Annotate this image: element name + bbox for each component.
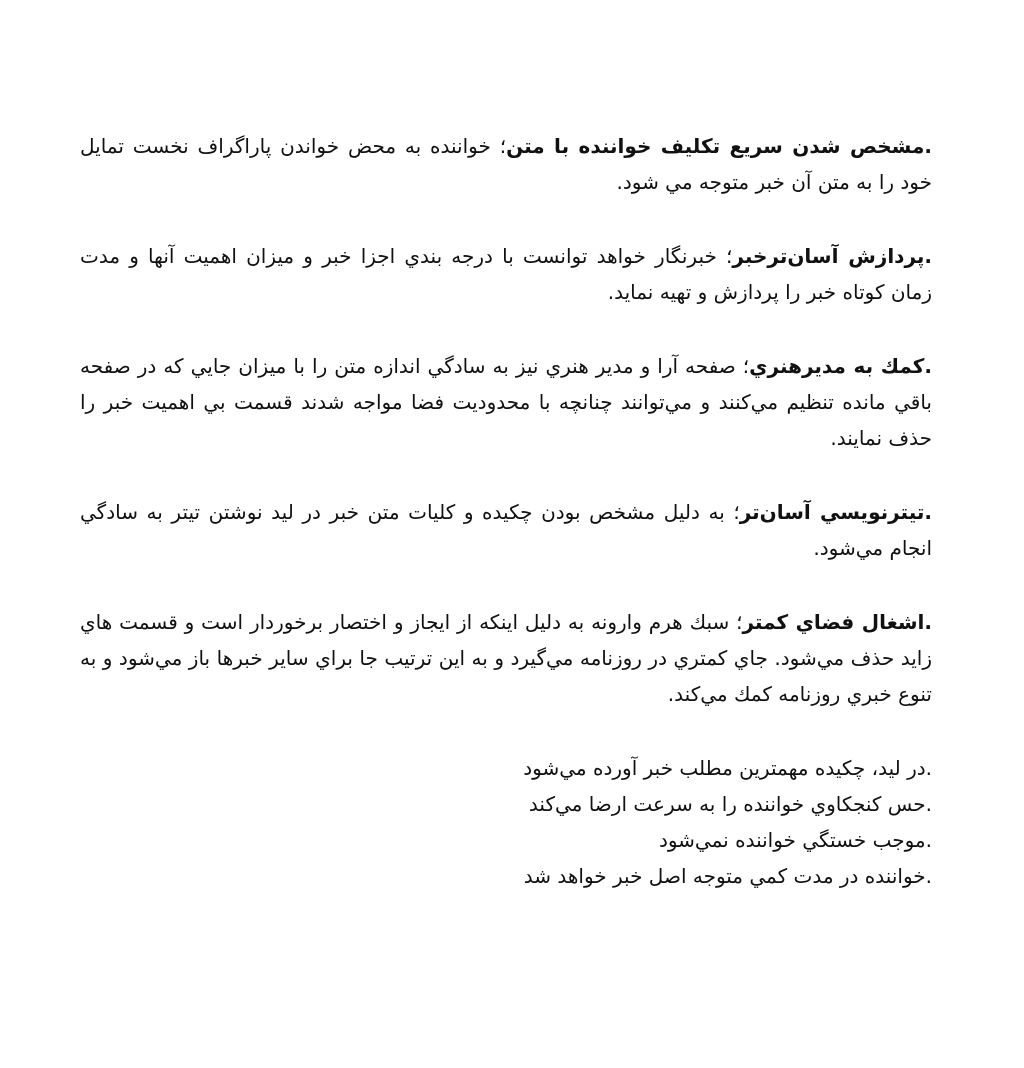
paragraph-separator: ؛	[724, 500, 740, 524]
paragraph-less-space	[80, 604, 932, 712]
paragraph-easier-processing	[80, 238, 932, 310]
paragraph-body: صفحه آرا و مدير هنري نيز به سادگي اندازه متن را با ميزان جايي كه در صفحه باقي مانده تنظيم مي‌كنند و مي‌توانند چنانچه با محدوديت فضا مواجه شدند قسمت بي اهميت خبر را حذف نمايند.	[80, 354, 932, 450]
list-item: .خواننده در مدت كمي متوجه اصل خبر خواهد شد	[523, 864, 932, 888]
paragraph-separator: ؛	[490, 134, 507, 158]
paragraph-body: خواننده به محض خواندن پاراگراف نخست تمايل خود را به متن آن خبر متوجه مي شود.	[80, 134, 932, 194]
list-item: .موجب خستگي خواننده نمي‌شود	[658, 828, 932, 852]
paragraph-term: .پردازش آسان‌ترخبر	[732, 244, 932, 268]
summary-list	[80, 750, 932, 894]
list-item: .حس كنجكاوي خواننده را به سرعت ارضا مي‌كند	[528, 792, 932, 816]
paragraph-separator: ؛	[729, 610, 743, 634]
list-item: .در ليد، چكيده مهمترين مطلب خبر آورده مي‌شود	[523, 756, 932, 780]
document-body	[80, 128, 932, 894]
paragraph-separator: ؛	[716, 244, 733, 268]
paragraph-term: .كمك به مديرهنري	[749, 354, 933, 378]
paragraph-term: .اشغال فضاي كمتر	[742, 610, 932, 634]
paragraph-separator: ؛	[735, 354, 750, 378]
paragraph-quick-reader-decision	[80, 128, 932, 200]
paragraph-term: .تيترنويسي آسان‌تر	[739, 500, 932, 524]
paragraph-body: سبك هرم وارونه به دليل اينكه از ايجاز و اختصار برخوردار است و قسمت هاي زايد حذف مي‌شود. جاي كمتري در روزنامه مي‌گيرد و به اين ترتيب جا براي ساير خبرها باز مي‌شود و به تنوع خبري روزنامه كمك مي‌كند.	[80, 610, 932, 706]
paragraph-term: .مشخص شدن سريع تكليف خواننده با متن	[506, 134, 933, 158]
paragraph-body: به دليل مشخص بودن چكيده و كليات متن خبر در ليد نوشتن تيتر به سادگي انجام مي‌شود.	[80, 500, 932, 560]
paragraph-body: خبرنگار خواهد توانست با درجه بندي اجزا خبر و ميزان اهميت آنها و مدت زمان كوتاه خبر را پردازش و تهيه نمايد.	[80, 244, 932, 304]
paragraph-easier-headline	[80, 494, 932, 566]
paragraph-help-art-director	[80, 348, 932, 456]
